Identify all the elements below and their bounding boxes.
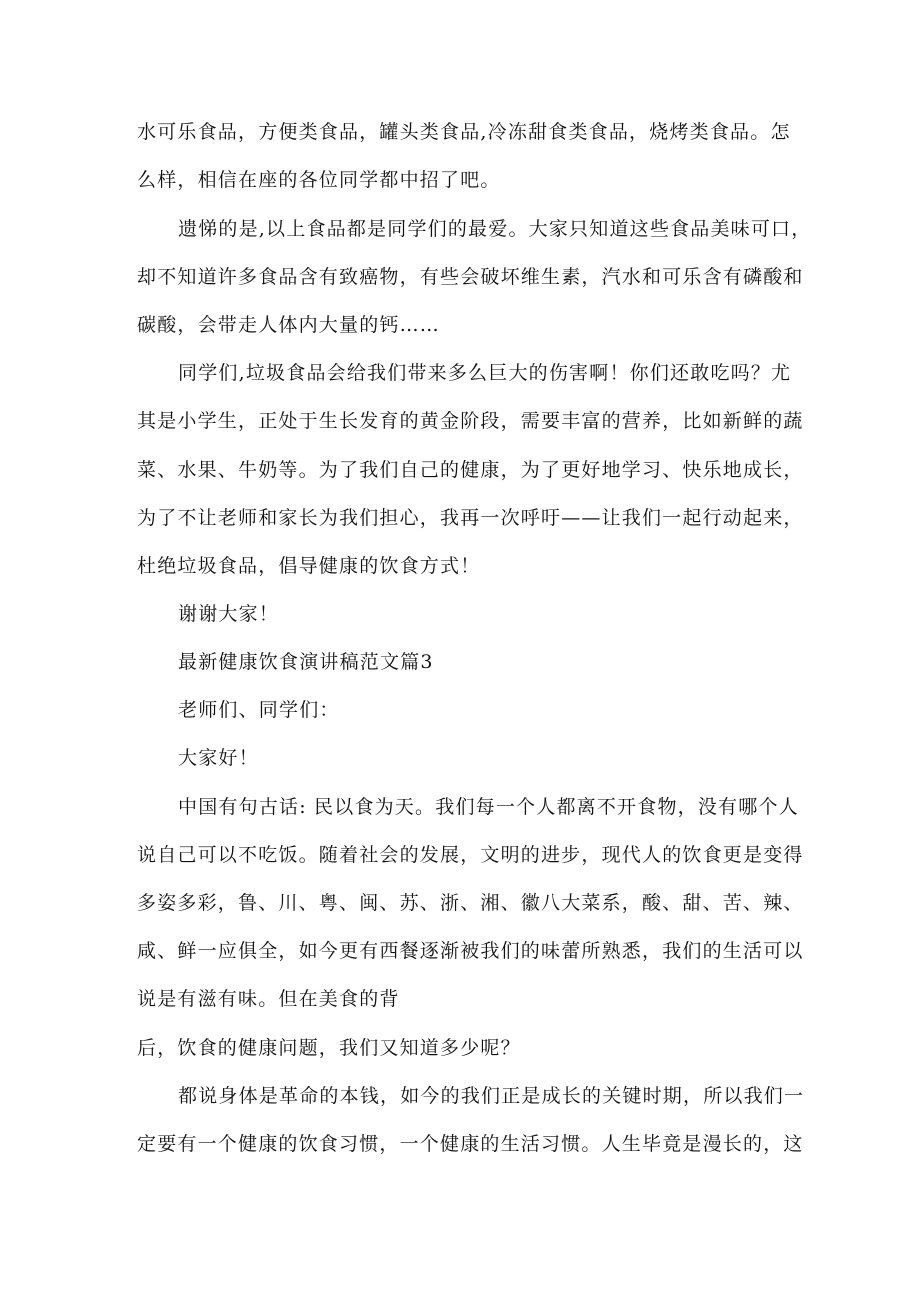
text-line: 谢谢大家！ — [178, 603, 280, 625]
text-line: 后，饮食的健康问题，我们又知道多少呢？ — [137, 1037, 521, 1059]
text-line: 大家好！ — [178, 747, 259, 769]
text-line: 同学们,垃圾食品会给我们带来多么巨大的伤害啊！你们还敢吃吗？尤 — [178, 362, 792, 384]
text-line: 为了不让老师和家长为我们担心，我再一次呼吁——让我们一起行动起来， — [137, 507, 804, 529]
text-line: 咸、鲜一应俱全，如今更有西餐逐渐被我们的味蕾所熟悉，我们的生活可以 — [137, 940, 804, 962]
text-line: 都说身体是革命的本钱，如今的我们正是成长的关键时期，所以我们一 — [178, 1085, 805, 1107]
heading-text: 最新健康饮食演讲稿范文篇3 — [178, 651, 434, 673]
text-line: 遗悌的是,以上食品都是同学们的最爱。大家只知道这些食品美味可口， — [178, 218, 812, 240]
text-line: 菜、水果、牛奶等。为了我们自己的健康，为了更好地学习、快乐地成长， — [137, 459, 804, 481]
text-line: 碳酸，会带走人体内大量的钙…… — [137, 314, 441, 336]
text-line: 么样，相信在座的各位同学都中招了吧。 — [137, 169, 501, 191]
text-line: 水可乐食品，方便类食品，罐头类食品,冷冻甜食类食品，烧烤类食品。怎 — [137, 121, 791, 143]
text-line: 却不知道许多食品含有致癌物，有些会破坏维生素，汽水和可乐含有磷酸和 — [137, 266, 804, 288]
text-line: 多姿多彩，鲁、川、粤、闽、苏、浙、湘、徽八大菜系，酸、甜、苦、辣、 — [137, 892, 804, 914]
text-line: 杜绝垃圾食品，倡导健康的饮食方式！ — [137, 555, 481, 577]
text-line: 其是小学生，正处于生长发育的黄金阶段，需要丰富的营养，比如新鲜的蔬 — [137, 410, 804, 432]
text-line: 说是有滋有味。但在美食的背 — [137, 988, 400, 1010]
text-line: 定要有一个健康的饮食习惯，一个健康的生活习惯。人生毕竟是漫长的，这 — [137, 1133, 804, 1155]
text-line: 老师们、同学们： — [178, 699, 340, 721]
text-line: 中国有句古话: 民以食为天。我们每一个人都离不开食物，没有哪个人 — [178, 796, 799, 818]
text-line: 说自己可以不吃饭。随着社会的发展，文明的进步，现代人的饮食更是变得 — [137, 844, 804, 866]
